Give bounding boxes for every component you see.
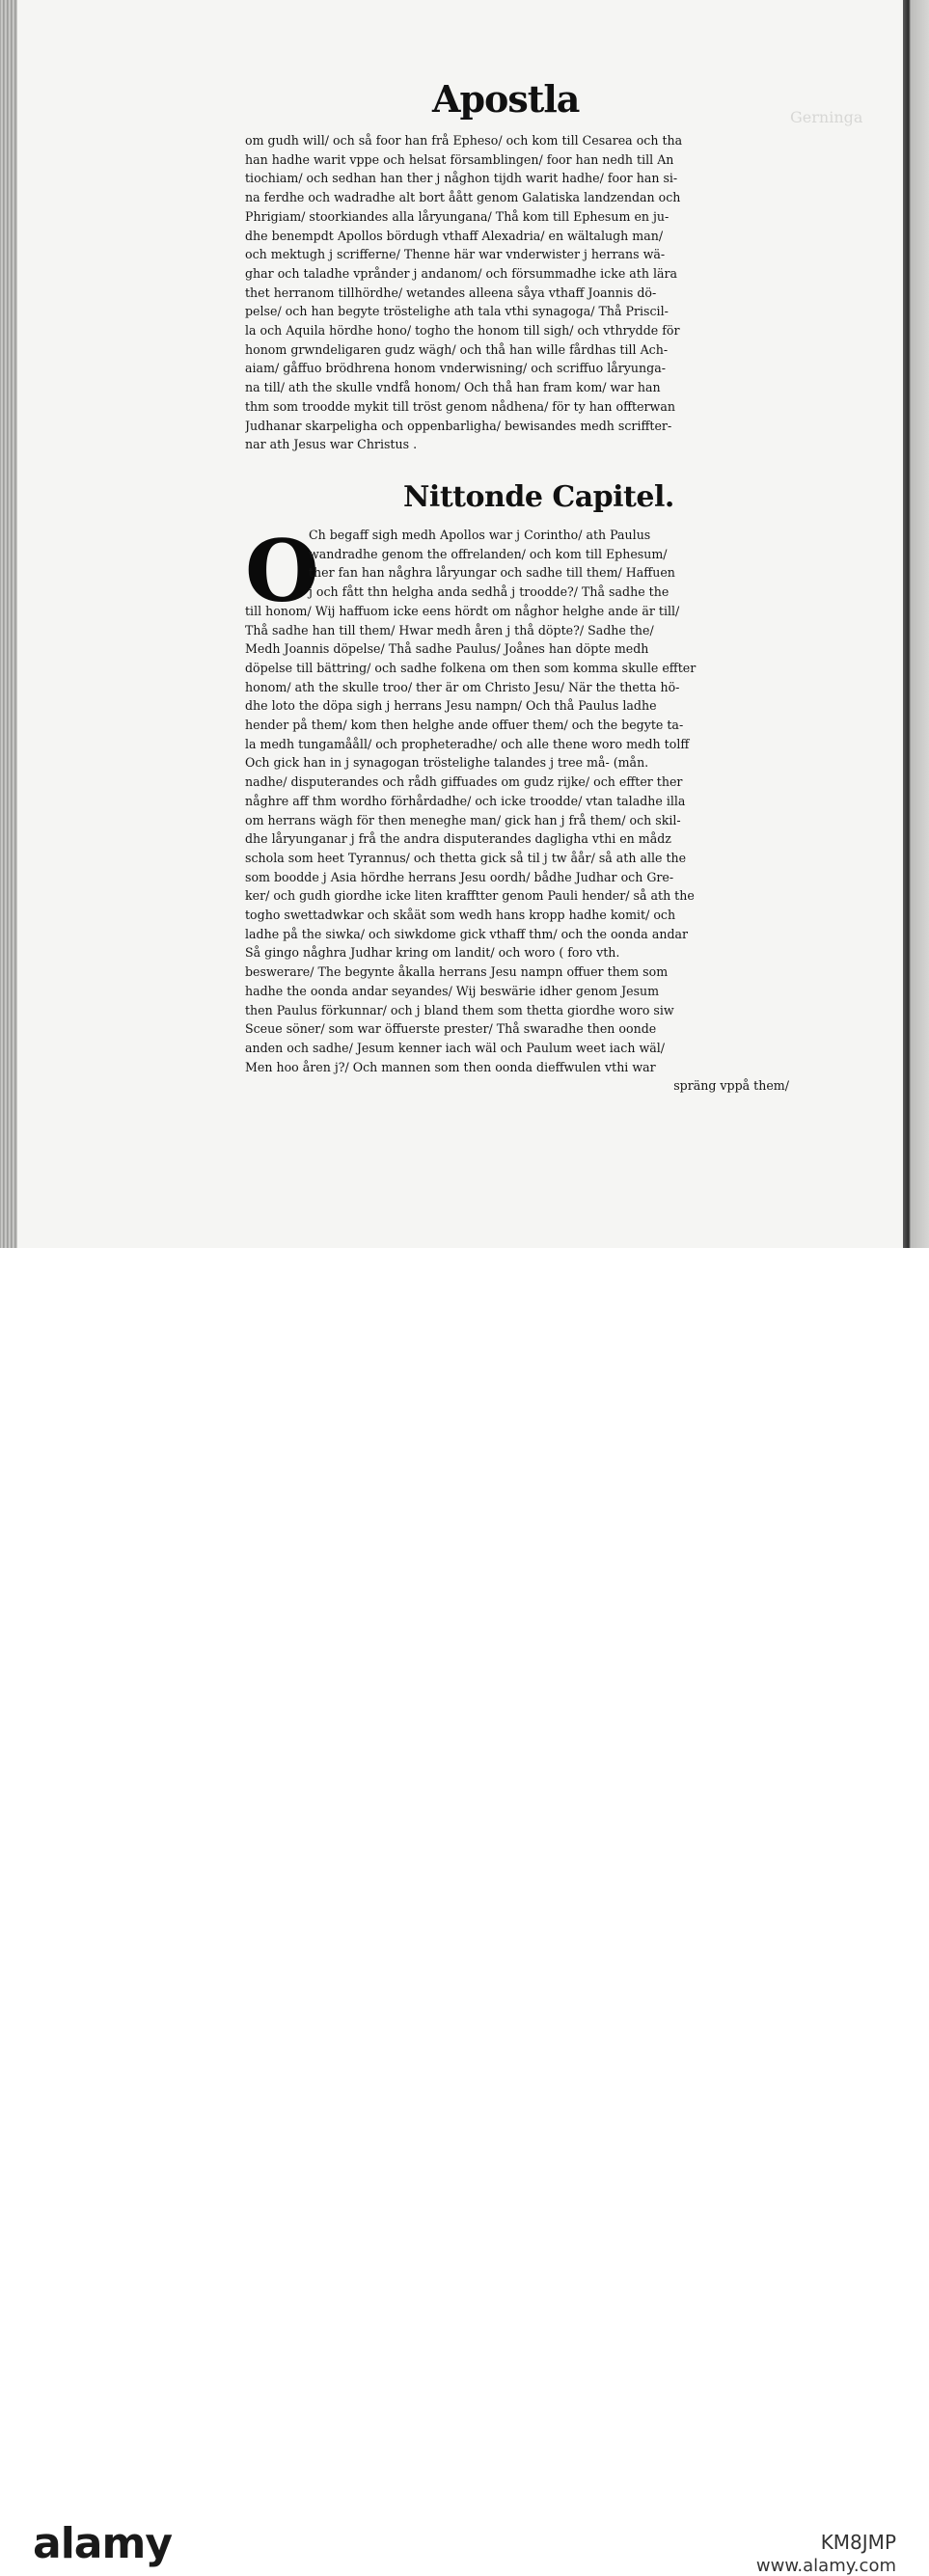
text-line: na till/ ath the skulle vndfå honom/ Och thå han fram kom/ war han <box>245 380 661 395</box>
text-line: hender på them/ kom then helghe ande offuer them/ och the begyte ta- <box>245 718 684 733</box>
drop-cap-initial: O <box>245 521 319 621</box>
text-line: Ch begaff sigh medh Apollos war j Corintho/ ath Paulus <box>309 528 651 542</box>
show-through-text: Gerninga <box>790 108 863 126</box>
text-line: pelse/ och han begyte tröstelighe ath tala vthi synagoga/ Thå Priscil- <box>245 304 669 319</box>
text-line: någhre aff thm wordho förhårdadhe/ och icke troodde/ vtan taladhe illa <box>245 793 686 808</box>
text-line: anden och sadhe/ Jesum kenner iach wäl och Paulum weet iach wäl/ <box>245 1040 666 1055</box>
text-line: ther fan han någhra låryungar och sadhe till them/ Haffuen <box>309 565 675 581</box>
text-line: beswerare/ The begynte åkalla herrans Jesu nampn offuer them som <box>245 964 669 980</box>
stock-logo: alamy <box>33 2519 172 2568</box>
text-line: Judhanar skarpeligha och oppenbarligha/ bewisandes medh scriffter- <box>245 418 672 433</box>
book-spine <box>0 0 17 1248</box>
stock-url: www.alamy.com <box>755 2556 896 2576</box>
chapter-text-block <box>245 521 797 1096</box>
text-line: honom grwndeligaren gudz wägh/ och thå han wille fårdhas till Ach- <box>245 341 669 357</box>
top-text-block <box>245 131 797 454</box>
text-line: thet herranom tillhördhe/ wetandes alleena såya vthaff Joannis dö- <box>245 285 657 300</box>
text-line: dhe loto the döpa sigh j herrans Jesu nampn/ Och thå Paulus ladhe <box>245 698 657 714</box>
chapter-heading: Nittonde Capitel. <box>403 480 674 514</box>
text-line: schola som heet Tyrannus/ och thetta gick så til j tw åår/ så ath alle the <box>245 850 687 865</box>
text-line: ghar och taladhe vprånder j andanom/ och försummadhe icke ath lära <box>245 265 678 281</box>
text-line: Så gingo någhra Judhar kring om landit/ och woro ( foro vth. <box>245 945 620 961</box>
text-line: hadhe the oonda andar seyandes/ Wij beswärie idher genom Jesum <box>245 983 660 998</box>
text-line: dhe låryunganar j frå the andra disputerandes dagligha vthi en mådz <box>245 831 671 847</box>
text-line: till honom/ Wij haffuom icke eens hördt om någhor helghe ande är till/ <box>245 603 680 618</box>
text-line: aiam/ gåffuo brödhrena honom vnderwisning/ och scriffuo låryunga- <box>245 361 666 376</box>
text-line: om gudh will/ och så foor han frå Epheso/ och kom till Cesarea och tha <box>245 133 683 148</box>
running-head: Apostla <box>432 77 580 121</box>
text-line: Men hoo åren j?/ Och mannen som then oonda dieffwulen vthi war <box>245 1059 656 1074</box>
watermark-strip <box>0 1248 929 2576</box>
text-line: Thå sadhe han till them/ Hwar medh åren j thå döpte?/ Sadhe the/ <box>245 622 654 637</box>
image-id: KM8JMP <box>820 2531 896 2554</box>
text-line: nadhe/ disputerandes och rådh giffuades om gudz rijke/ och effter ther <box>245 774 683 790</box>
text-line: tiochiam/ och sedhan han ther j någhon tijdh warit hadhe/ foor han si- <box>245 171 678 186</box>
page-edge-shadow <box>903 0 929 1248</box>
text-line: han hadhe warit vppe och helsat församblingen/ foor han nedh till An <box>245 151 674 167</box>
text-line: la medh tungamååll/ och propheteradhe/ och alle thene woro medh tolff <box>245 736 690 751</box>
text-line: spräng vppå them/ <box>673 1078 789 1094</box>
text-line: Medh Joannis döpelse/ Thå sadhe Paulus/ Joånes han döpte medh <box>245 641 649 657</box>
text-line: Och gick han in j synagogan tröstelighe talandes j tree må- (mån. <box>245 755 649 771</box>
text-line: Sceue söner/ som war öffuerste prester/ Thå swaradhe then oonde <box>245 1021 657 1037</box>
text-line: ker/ och gudh giordhe icke liten krafftter genom Pauli hender/ så ath the <box>245 888 695 904</box>
text-line: ladhe på the siwka/ och siwkdome gick vthaff thm/ och the oonda andar <box>245 926 689 941</box>
scanned-page <box>0 0 929 1248</box>
text-line: la och Aquila hördhe hono/ togho the honom till sigh/ och vthrydde för <box>245 323 680 339</box>
text-line: honom/ ath the skulle troo/ ther är om Christo Jesu/ När the thetta hö- <box>245 679 680 694</box>
text-line: nar ath Jesus war Christus . <box>245 437 418 452</box>
text-line: om herrans wägh för then meneghe man/ gick han j frå them/ och skil- <box>245 812 681 827</box>
text-line: dhe benempdt Apollos bördugh vthaff Alexadria/ en wältalugh man/ <box>245 228 664 243</box>
text-line: j och fått thn helgha anda sedhå j troodde?/ Thå sadhe the <box>309 584 669 600</box>
text-line: wandradhe genom the offrelanden/ och kom till Ephesum/ <box>309 546 668 561</box>
text-line: togho swettadwkar och skåät som wedh hans kropp hadhe komit/ och <box>245 908 676 923</box>
text-line: thm som troodde mykit till tröst genom nådhena/ för ty han offterwan <box>245 398 675 414</box>
text-line: som boodde j Asia hördhe herrans Jesu oordh/ bådhe Judhar och Gre- <box>245 869 674 884</box>
text-line: döpelse till bättring/ och sadhe folkena om then som komma skulle effter <box>245 660 697 675</box>
text-line: na ferdhe och wadradhe alt bort åått genom Galatiska landzendan och <box>245 190 681 205</box>
text-line: Phrigiam/ stoorkiandes alla låryungana/ Thå kom till Ephesum en ju- <box>245 208 669 224</box>
text-line: then Paulus förkunnar/ och j bland them som thetta giordhe woro siw <box>245 1002 674 1017</box>
text-line: och mektugh j scrifferne/ Thenne här war vnderwister j herrans wä- <box>245 247 666 262</box>
